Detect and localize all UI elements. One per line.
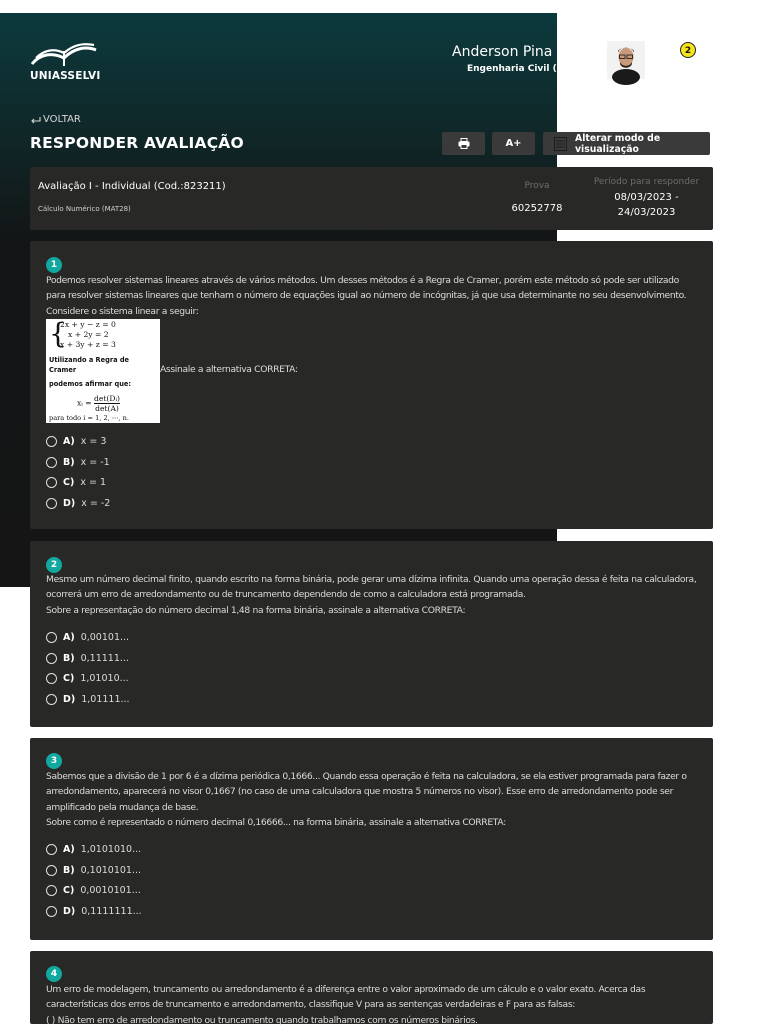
option-a[interactable] (46, 842, 141, 856)
image-caption-2: podemos afirmar que: (49, 380, 132, 389)
radio-icon[interactable] (46, 498, 57, 509)
option-text: 1,01010... (80, 672, 129, 684)
option-d[interactable] (46, 496, 110, 510)
question-paragraph: ( ) Não tem erro de arredondamento ou truncamento quando trabalhamos com os números binários. (46, 1014, 478, 1026)
question-text (46, 982, 698, 1028)
period-label: Período para responder (593, 177, 700, 187)
period-start: 08/03/2023 - (614, 192, 679, 203)
option-text: x = 1 (80, 476, 106, 488)
logo-icon (30, 42, 100, 68)
question-instruction: Assinale a alternativa CORRETA: (160, 364, 298, 375)
print-button[interactable] (442, 132, 485, 155)
question-card-1 (30, 241, 713, 529)
user-course: Engenharia Civil (47 (467, 64, 570, 74)
uniasselvi-logo[interactable] (30, 42, 100, 68)
back-label: VOLTAR (43, 114, 81, 125)
radio-icon[interactable] (46, 436, 57, 447)
option-letter: C) (63, 672, 75, 684)
question-text (46, 273, 698, 319)
layout-icon (554, 137, 567, 151)
formula-denominator: det(A) (95, 404, 119, 414)
radio-icon[interactable] (46, 477, 57, 488)
option-letter: A) (63, 631, 75, 643)
option-text: 0,0010101... (80, 884, 141, 896)
option-c[interactable] (46, 475, 106, 489)
option-letter: D) (63, 497, 76, 509)
radio-icon[interactable] (46, 457, 57, 468)
option-d[interactable] (46, 904, 142, 918)
question-text (46, 572, 698, 618)
question-paragraph: Podemos resolver sistemas lineares através de vários métodos. Um desses métodos é a Regra de Cramer, porém este método só pode ser utilizado para resolver sistemas lineares que tenham o número de equações igual ao número de incógnitas, já que usa determinante no seu desenvolvimento. Considere o sistema linear a seguir: (46, 275, 687, 317)
brace-icon: { (49, 317, 67, 350)
option-text: x = -2 (81, 497, 111, 509)
option-b[interactable] (46, 863, 141, 877)
option-c[interactable] (46, 883, 141, 897)
equation-1: 2x + y − z = 0 (60, 320, 116, 329)
prova-value: 60252778 (511, 203, 563, 214)
option-letter: B) (63, 864, 75, 876)
option-text: x = -1 (80, 456, 110, 468)
prova-label: Prova (524, 181, 550, 191)
option-d[interactable] (46, 692, 130, 706)
formula-lhs: xᵢ = (77, 398, 92, 408)
radio-icon[interactable] (46, 844, 57, 855)
equation-2: x + 2y = 2 (68, 330, 109, 340)
option-b[interactable] (46, 455, 110, 469)
option-text: 0,00101... (80, 631, 130, 643)
radio-icon[interactable] (46, 906, 57, 917)
question-paragraph: Mesmo um número decimal finito, quando escrito na forma binária, pode gerar uma dízima infinita. Quando uma operação dessa é feita na calculadora, ocorrerá um erro de arredondamento ou de truncamento dependendo de como a calculadora está programada. (46, 574, 697, 601)
image-caption-1: Utilizando a Regra de Cramer (49, 355, 130, 374)
option-a[interactable] (46, 630, 129, 644)
printer-icon (458, 138, 470, 149)
question-text (46, 769, 698, 830)
option-letter: C) (63, 884, 75, 896)
option-letter: C) (63, 476, 75, 488)
option-letter: A) (63, 435, 75, 447)
question-paragraph: Sabemos que a divisão de 1 por 6 é a dízima periódica 0,1666... Quando essa operação é feita na calculadora, se ela estiver programada para fazer o arredondamento, aparecerá no visor 0,1667 (no caso de uma calculadora que mostra 5 números no visor). Esse erro de arredondamento pode ser amplificado pela mudança de base. (46, 771, 687, 813)
option-letter: D) (63, 693, 76, 705)
back-link[interactable] (30, 114, 81, 125)
view-mode-label: Alterar modo de visualização (575, 132, 661, 155)
evaluation-info-card (30, 167, 713, 230)
radio-icon[interactable] (46, 694, 57, 705)
option-c[interactable] (46, 671, 129, 685)
radio-icon[interactable] (46, 865, 57, 876)
option-text: x = 3 (80, 435, 107, 447)
font-size-button[interactable]: A+ (492, 132, 535, 155)
question-paragraph: Sobre como é representado o número decimal 0,16666... na forma binária, assinale a alternativa CORRETA: (46, 816, 506, 828)
view-mode-button[interactable] (543, 132, 710, 155)
radio-icon[interactable] (46, 632, 57, 643)
question-card-4 (30, 951, 713, 1024)
page-title: RESPONDER AVALIAÇÃO (30, 134, 244, 152)
equation-3: x + 3y + z = 3 (60, 340, 116, 350)
question-paragraph: Sobre a representação do número decimal 1,48 na forma binária, assinale a alternativa CORRETA: (46, 604, 466, 616)
option-letter: A) (63, 843, 75, 855)
formula-numerator: det(Dᵢ) (94, 394, 120, 404)
period-end: 24/03/2023 (617, 207, 676, 218)
question-number: 1 (46, 257, 62, 273)
option-letter: B) (63, 652, 75, 664)
radio-icon[interactable] (46, 885, 57, 896)
question-number: 2 (46, 557, 62, 573)
option-b[interactable] (46, 651, 129, 665)
option-text: 1,01111... (81, 693, 130, 705)
option-text: 0,1010101... (80, 864, 142, 876)
subject-name: Cálculo Numérico (MAT28) (38, 205, 131, 213)
formula-footnote: para todo i = 1, 2, ⋯, n. (49, 414, 129, 423)
question-number: 4 (46, 966, 62, 982)
option-text: 1,0101010... (80, 843, 142, 855)
option-letter: B) (63, 456, 75, 468)
question-card-2 (30, 541, 713, 727)
radio-icon[interactable] (46, 673, 57, 684)
question-number: 3 (46, 753, 62, 769)
radio-icon[interactable] (46, 653, 57, 664)
linear-system-image (46, 319, 160, 423)
evaluation-title: Avaliação I - Individual (Cod.:823211) (38, 181, 226, 192)
question-card-3 (30, 738, 713, 940)
option-letter: D) (63, 905, 76, 917)
option-a[interactable] (46, 434, 106, 448)
avatar[interactable] (607, 41, 645, 79)
user-name: Anderson Pina S (452, 44, 566, 60)
back-arrow-icon (30, 115, 42, 125)
logo-text: UNIASSELVI (30, 70, 101, 82)
question-paragraph: Um erro de modelagem, truncamento ou arredondamento é a diferença entre o valor aproximado de um cálculo e o valor exato. Acerca das características dos erros de truncamento e arredondamento, classifique V para as sentenças verdadeiras e F para as falsas: (46, 984, 646, 1011)
option-text: 0,11111... (80, 652, 129, 664)
user-photo-icon (607, 41, 645, 79)
notification-badge[interactable]: 2 (680, 42, 696, 58)
option-text: 0,1111111... (81, 905, 142, 917)
